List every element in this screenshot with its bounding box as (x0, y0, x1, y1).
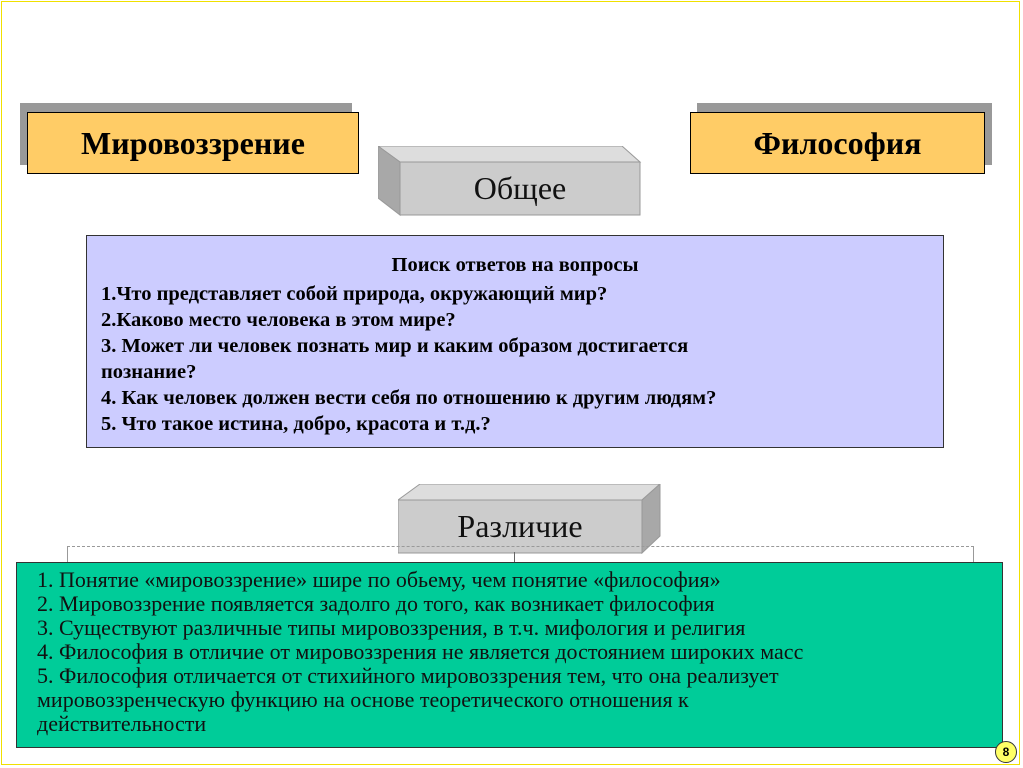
difference-line: 5. Философия отличается от стихийного мировоззрения тем, что она реализует (37, 663, 779, 688)
question-line: 2.Каково место человека в этом мире? (101, 309, 456, 331)
question-line: познание? (101, 361, 197, 383)
difference-line: 1. Понятие «мировоззрение» шире по обьему, чем понятие «философия» (37, 567, 721, 592)
difference-line: 3. Существуют различные типы мировоззрения, в т.ч. мифология и религия (37, 615, 746, 640)
question-line: 1.Что представляет собой природа, окружающий мир? (101, 283, 608, 305)
questions-box (86, 235, 944, 448)
difference-connector (67, 546, 974, 562)
differences-box (16, 562, 1003, 748)
difference-block (398, 484, 662, 554)
questions-title: Поиск ответов на вопросы (391, 254, 639, 276)
common-block-label: Общее (473, 170, 567, 206)
question-line: 4. Как человек должен вести себя по отношению к другим людям? (101, 387, 717, 409)
common-block (378, 146, 642, 216)
difference-line: 4. Философия в отличие от мировоззрения не является достоянием широких масс (37, 639, 804, 664)
difference-block-label: Различие (457, 508, 583, 544)
page-number-badge: 8 (995, 741, 1017, 763)
worldview-tag (27, 112, 359, 174)
philosophy-tag (690, 112, 985, 174)
question-line: 3. Может ли человек познать мир и каким образом достигается (101, 335, 689, 357)
question-line: 5. Что такое истина, добро, красота и т.д.? (101, 413, 491, 435)
difference-line: действительности (37, 711, 207, 736)
difference-line: мировоззренческую функцию на основе теоретического отношения к (37, 687, 689, 712)
worldview-tag-label: Мировоззрение (81, 124, 305, 161)
difference-line: 2. Мировоззрение появляется задолго до того, как возникает философия (37, 591, 715, 616)
philosophy-tag-label: Философия (753, 124, 922, 161)
